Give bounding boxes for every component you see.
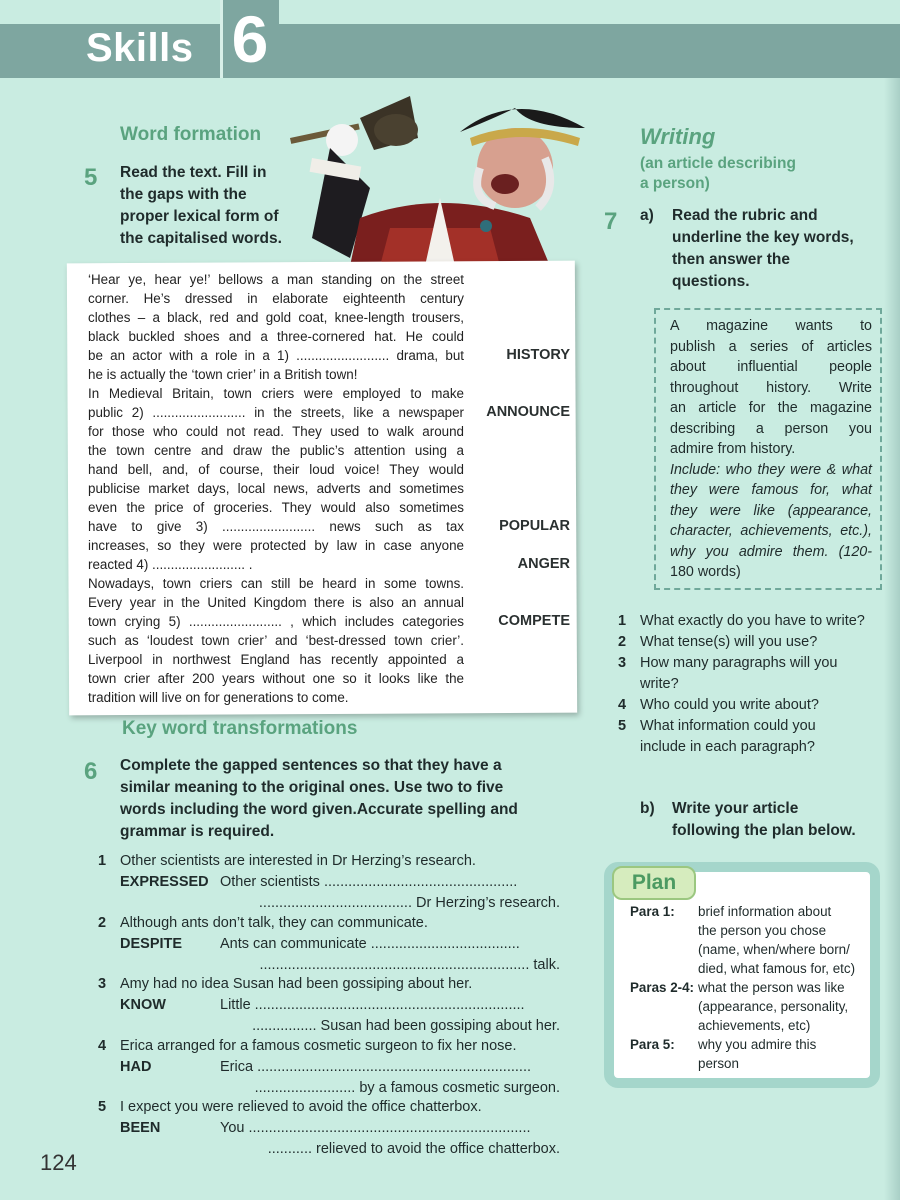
text-line: even the price of groceries. They would also sometimes <box>88 500 464 515</box>
plan-row <box>630 978 876 1035</box>
question-text <box>640 632 817 653</box>
gapped-line: Erica .................................................................... <box>220 1058 532 1075</box>
gapped-line: ................................................................... talk. <box>259 956 560 973</box>
gapped-line: Little ................................................................... <box>220 997 525 1013</box>
question-number: 2 <box>618 634 627 650</box>
gapped-line: ......................... by a famous cosmetic surgeon. <box>254 1079 560 1096</box>
plan-row <box>630 902 876 978</box>
text-line: Nowadays, town criers can still be heard in some towns. <box>88 576 464 591</box>
plan-row-text <box>698 902 855 978</box>
rubric-line: why you admire them. (120- <box>670 543 872 560</box>
gapped-line: Other scientists ................................................ <box>220 874 518 890</box>
rubric-line: 180 words) <box>670 564 741 580</box>
plan-row-text <box>698 1035 816 1073</box>
transformation-item <box>98 913 568 975</box>
text-line: public 2) ......................... in the streets, like a newspaper <box>88 405 464 420</box>
transformation-item <box>98 974 568 1036</box>
rubric-line: Include: who they were & what <box>670 461 872 478</box>
question-text <box>640 653 837 695</box>
instruction-line: Complete the gapped sentences so that they have a <box>120 757 502 774</box>
question-text <box>640 611 865 632</box>
plan-rows <box>630 902 876 1073</box>
question-text <box>640 716 816 758</box>
plan-line: person <box>698 1056 739 1071</box>
instruction-line: similar meaning to the original ones. Use two to five <box>120 779 504 796</box>
keyword-anger: ANGER <box>517 556 570 572</box>
key-word: DESPITE <box>120 935 183 952</box>
subtitle-line: a person) <box>640 175 710 192</box>
instruction-line: the capitalised words. <box>120 230 282 247</box>
plan-title: Plan <box>612 866 696 900</box>
rubric-line: describing a person you <box>670 420 872 437</box>
plan-line: achievements, etc) <box>698 1018 811 1033</box>
item-number: 2 <box>98 914 107 931</box>
item-number: 3 <box>98 976 107 992</box>
original-sentence: Erica arranged for a famous cosmetic surgeon to fix her nose. <box>120 1037 517 1054</box>
question-text <box>640 695 819 716</box>
keyword-popular: POPULAR <box>499 518 570 534</box>
question-number: 4 <box>618 697 627 713</box>
text-line: tradition will live on for generations to come. <box>88 690 349 705</box>
text-line: corner. He’s dressed in elaborate eighteenth century <box>88 291 464 306</box>
rubric-line: character, achievements, etc.), <box>670 523 872 539</box>
gapped-line: ................ Susan had been gossiping about her. <box>252 1018 560 1034</box>
text-line: ‘Hear ye, hear ye!’ bellows a man standing on the street <box>88 272 464 287</box>
text-line: town crying 5) ......................... , which includes categories <box>88 614 464 629</box>
keyword-compete: COMPETE <box>498 613 570 629</box>
text-line: Liverpool in northwest England has recently appointed a <box>88 652 464 667</box>
text-line: have to give 3) ......................... news such as tax <box>88 519 464 534</box>
part-b-instruction <box>672 798 882 842</box>
text-line: Every year in the United Kingdom there is also an annual <box>88 595 464 610</box>
instruction-line: words including the word given.Accurate spelling and <box>120 801 518 818</box>
original-sentence: Amy had no idea Susan had been gossiping about her. <box>120 976 473 992</box>
question-item <box>618 611 888 632</box>
exercise-6-number: 6 <box>84 758 98 785</box>
page-number: 124 <box>40 1150 77 1175</box>
unit-number: 6 <box>231 2 269 76</box>
part-a-instruction <box>672 205 882 293</box>
question-item <box>618 632 888 653</box>
writing-subtitle <box>640 154 796 194</box>
instruction-line: proper lexical form of <box>120 208 279 225</box>
page-title: Skills <box>86 26 194 70</box>
transformation-item <box>98 1036 568 1098</box>
part-a-label: a) <box>640 207 654 224</box>
rubric-line: about influential people <box>670 359 872 375</box>
plan-row-text <box>698 978 848 1035</box>
plan-row-label: Para 5: <box>630 1037 675 1052</box>
instruction-line: then answer the <box>672 251 790 268</box>
writing-title: Writing <box>640 124 716 149</box>
original-sentence: I expect you were relieved to avoid the office chatterbox. <box>120 1099 482 1115</box>
rubric-line: admire from history. <box>670 441 796 457</box>
writing-questions <box>618 611 888 758</box>
key-word: HAD <box>120 1058 152 1075</box>
text-line: black buckled shoes and a three-cornered hat. He could <box>88 329 464 344</box>
transformation-item <box>98 851 568 913</box>
question-number: 5 <box>618 718 627 734</box>
reading-text <box>88 270 464 707</box>
plan-line: (name, when/where born/ <box>698 942 850 957</box>
transformation-list <box>98 851 568 1159</box>
original-sentence: Although ants don’t talk, they can communicate. <box>120 914 428 931</box>
text-line: In Medieval Britain, town criers were employed to make <box>88 386 464 401</box>
key-word: EXPRESSED <box>120 874 209 890</box>
text-line: such as ‘loudest town crier’ and ‘best-dressed town crier’. <box>88 633 464 648</box>
plan-row <box>630 1035 876 1073</box>
rubric-line: they were like (appearance, <box>670 502 872 519</box>
text-line: town crier after 200 years without one so it looks like the <box>88 671 464 686</box>
town-crier-illustration <box>290 88 590 266</box>
text-line: be an actor with a role in a 1) ......................... drama, but <box>88 348 464 363</box>
text-line: reacted 4) ......................... . <box>88 557 253 572</box>
text-line: hand bell, and, of course, their loud voice! They would <box>88 462 464 477</box>
item-number: 5 <box>98 1099 107 1115</box>
plan-line: died, what famous for, etc) <box>698 961 856 976</box>
instruction-line: underline the key words, <box>672 229 854 246</box>
text-line: for those who could not read. They used to walk around <box>88 424 464 439</box>
item-number: 1 <box>98 853 107 869</box>
plan-row-label: Para 1: <box>630 904 675 919</box>
text-line: increases, so they were protected by law in case anyone <box>88 538 464 553</box>
rubric-line: an article for the magazine <box>670 400 872 416</box>
keyword-history: HISTORY <box>506 347 570 363</box>
rubric-line: throughout history. Write <box>670 379 872 396</box>
rubric-line: A magazine wants to <box>670 318 872 334</box>
instruction-line: following the plan below. <box>672 822 856 839</box>
plan-line: (appearance, personality, <box>698 999 849 1014</box>
key-word-title: Key word transformations <box>122 718 358 739</box>
text-line: clothes – a black, red and gold coat, knee-length trousers, <box>88 310 464 325</box>
key-word: KNOW <box>120 997 166 1013</box>
question-item <box>618 653 888 695</box>
part-b-label: b) <box>640 800 655 817</box>
text-line: the town centre and draw the public’s attention using a <box>88 443 464 458</box>
instruction-line: grammar is required. <box>120 823 275 840</box>
transformation-item <box>98 1097 568 1159</box>
rubric-text <box>670 316 872 583</box>
gapped-line: Ants can communicate ..................................... <box>220 935 520 952</box>
question-line: What information could you <box>640 718 816 734</box>
question-line: include in each paragraph? <box>640 739 815 755</box>
question-number: 1 <box>618 613 627 629</box>
text-line: publicise market days, local news, adverts and sometimes <box>88 481 464 496</box>
exercise-5-number: 5 <box>84 164 98 191</box>
plan-line: why you admire this <box>698 1037 817 1052</box>
exercise-7-number: 7 <box>604 208 618 235</box>
question-line: What exactly do you have to write? <box>640 613 865 629</box>
gapped-line: You ...................................................................... <box>220 1120 531 1136</box>
question-line: How many paragraphs will you <box>640 655 838 671</box>
text-line: he is actually the ‘town crier’ in a British town! <box>88 367 358 382</box>
key-word: BEEN <box>120 1120 161 1136</box>
plan-row-label: Paras 2-4: <box>630 980 695 995</box>
gapped-line: ........... relieved to avoid the office chatterbox. <box>267 1141 560 1157</box>
question-item <box>618 695 888 716</box>
instruction-line: questions. <box>672 273 750 290</box>
keyword-announce: ANNOUNCE <box>486 404 570 420</box>
word-formation-title: Word formation <box>120 124 262 145</box>
question-item <box>618 716 888 758</box>
question-number: 3 <box>618 655 627 671</box>
plan-line: the person you chose <box>698 923 827 938</box>
rubric-line: they were famous for, what <box>670 482 872 498</box>
gapped-line: ...................................... Dr Herzing’s research. <box>258 895 560 911</box>
plan-line: what the person was like <box>698 980 845 995</box>
plan-line: brief information about <box>698 904 832 919</box>
question-line: Who could you write about? <box>640 697 819 713</box>
instruction-line: Write your article <box>672 800 799 817</box>
instruction-line: Read the text. Fill in <box>120 164 267 181</box>
subtitle-line: (an article describing <box>640 155 796 172</box>
rubric-line: publish a series of articles <box>670 338 872 355</box>
question-line: What tense(s) will you use? <box>640 634 818 650</box>
exercise-6-instruction <box>120 755 560 843</box>
question-line: write? <box>640 676 679 692</box>
original-sentence: Other scientists are interested in Dr Herzing’s research. <box>120 853 476 869</box>
instruction-line: Read the rubric and <box>672 207 818 224</box>
item-number: 4 <box>98 1037 107 1054</box>
instruction-line: the gaps with the <box>120 186 247 203</box>
